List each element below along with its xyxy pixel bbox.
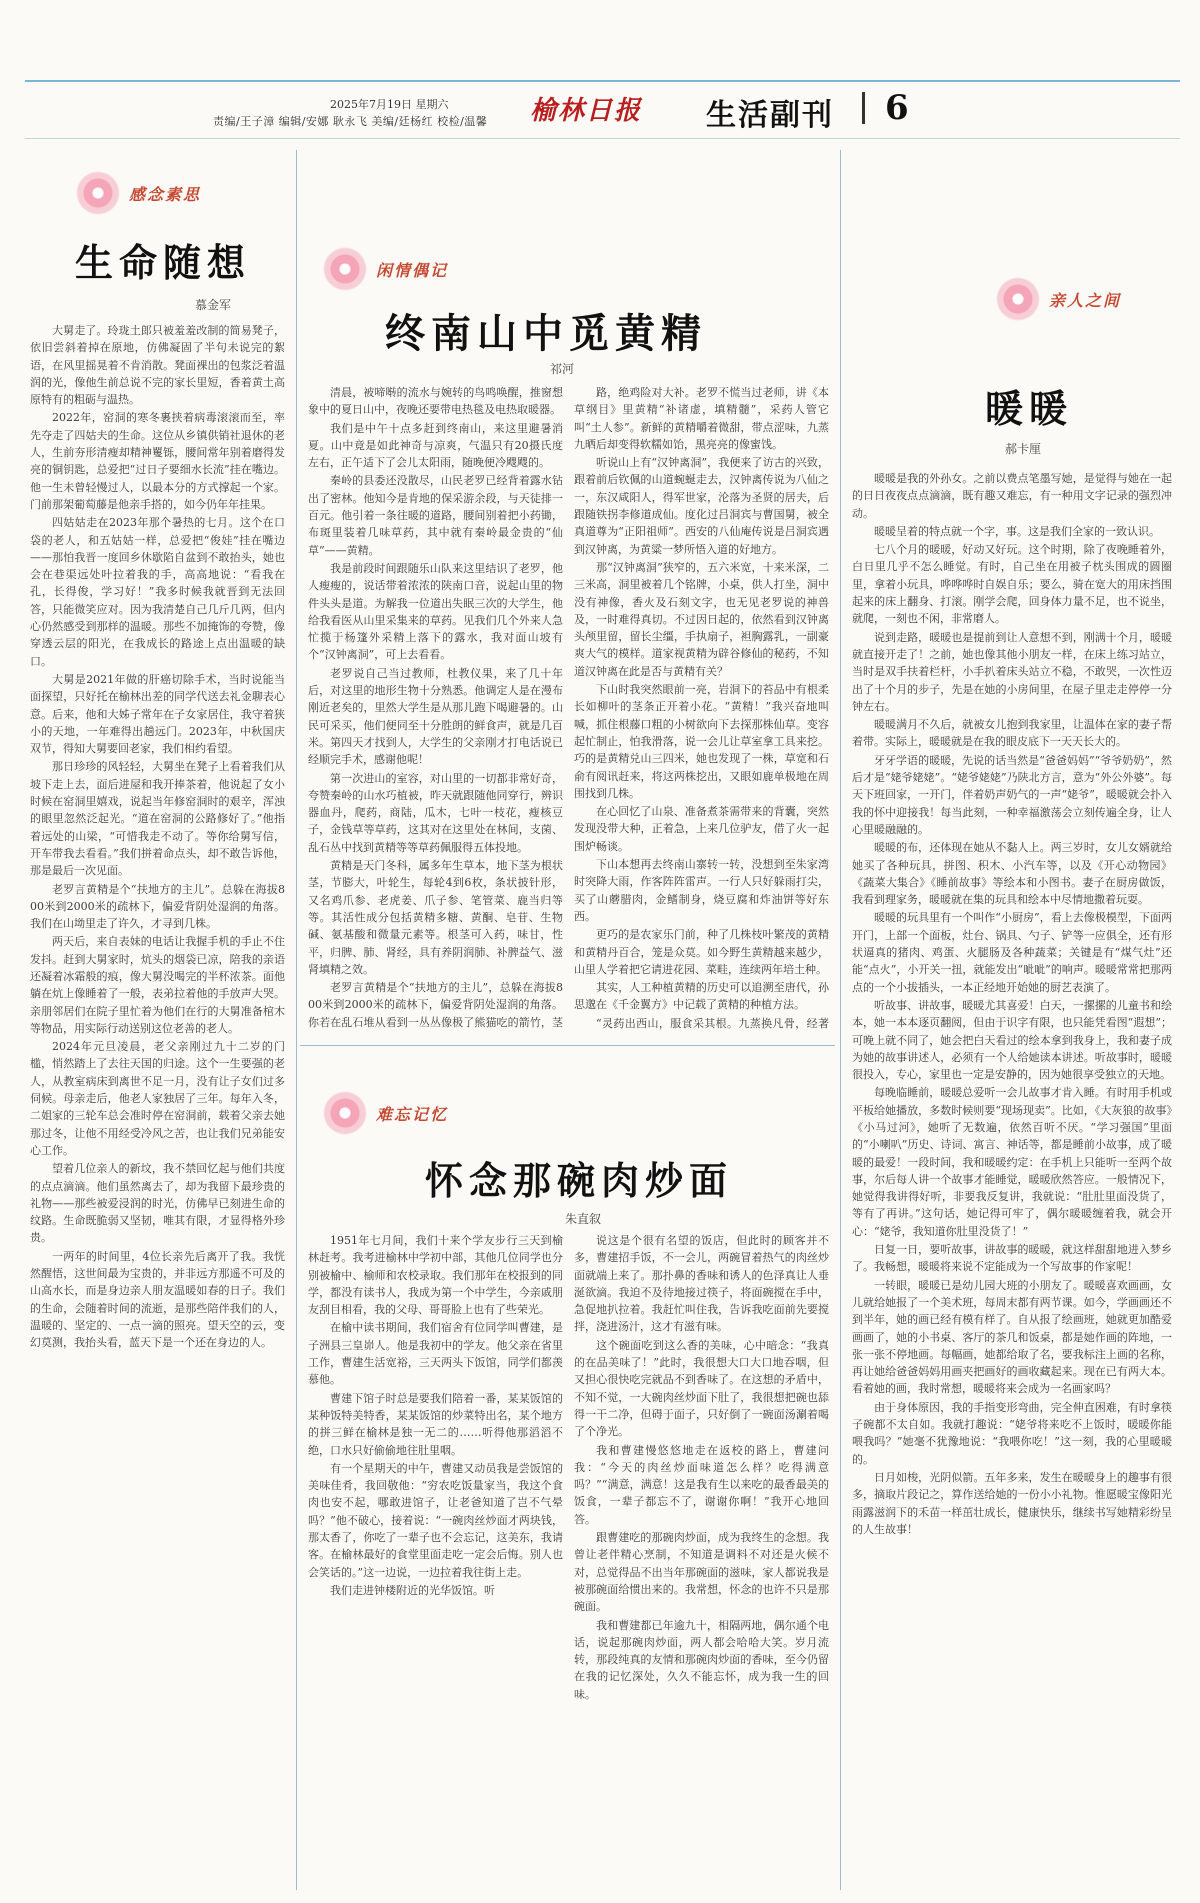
article-title: 终南山中觅黄精 (385, 310, 707, 357)
paragraph: 暖暖满月不久后，就被女儿抱到我家里，让温体在家的妻子帮着带。实际上，暖暖就是在我的眼皮底下一天天长大的。 (852, 718, 1172, 749)
flower-icon (995, 276, 1041, 322)
paragraph: 其实，人工种植黄精的历史可以追溯至唐代，孙思邈在《千金翼方》中记载了黄精的种植方法。 (574, 981, 829, 1012)
article-author: 郝卡厘 (1005, 442, 1042, 456)
section-divider (300, 1045, 835, 1046)
article-body-zhongnan-col1 (308, 384, 563, 1032)
editor-credits: 责编/王子漳 编辑/安娜 耿永飞 美编/廷杨红 校检/温馨 (213, 115, 488, 128)
article-author: 慕金军 (195, 298, 232, 312)
paragraph: 暖暖是我的外孙女。之前以费点笔墨写她，是觉得与她在一起的日日夜夜点点滴滴，既有趣又难忘，有一种用文字记录的强烈冲动。 (852, 472, 1172, 520)
paragraph: 四姑姑走在2023年那个暑热的七月。这个在口袋的老人，和五姑姑一样，总爱把“俊娃”挂在嘴边——那怕我晋一度回乡休歇陷自盆到不敢抬头，她也会在巷渠远处叶拉着我的手，高高地说：“看我在孔，长得俊，学习好！”我多时候我就晋到无法回答，只能微笑应对。因为我清楚自己几斤几两，但内心仍然感受到那样的温暖。那些不加掩饰的夸赞，像穿透云层的阳光，在我成长的路途上点出温暖的缺口。 (30, 516, 285, 668)
column-badge-warm (995, 276, 1121, 322)
paragraph: 牙牙学语的暖暖，先说的话当然是“爸爸妈妈”“爷爷奶奶”，然后才是“姥爷姥姥”。“姥爷姥姥”乃陕北方言，意为“外公外婆”。每天下班回家，一开门，伴着奶声奶气的一声“姥爷”，暖暖就会扑入我的怀中迎接我！每当此刻，一种幸福激荡会立刻传遍全身，让人心里暖融融的。 (852, 753, 1172, 836)
paragraph: 一两年的时间里，4位长亲先后离开了我。我恍然醒悟，这世间最为宝贵的，并非远方那遥不可及的山高水长，而是身边亲人朋友温暖如春的日子。我们的生命，会随着时间的流逝，是那些陪伴我们的人，温暖的、坚定的、一点一滴的照亮。望天空的云，变幻莫测，我抬头看，蓝天下是一个还在身边的人。 (30, 1249, 285, 1350)
paragraph: 由于身体原因，我的手指变形弯曲，完全伸直困难，有时拿筷子碗都不太自如。我就打趣说：“姥爷将来吃不上饭时，暖暖你能喂我吗？”她毫不犹豫地说：“我喂你吃！”这一刻，我的心里暖暖的。 (852, 1400, 1172, 1466)
issue-date: 2025年7月19日 星期六 (330, 98, 449, 111)
column-divider (840, 150, 841, 1890)
column-divider (296, 150, 297, 1890)
paragraph: 暖暖的玩具里有一个叫作“小厨房”，看上去像极模型，下面两开门，上部一个面板，灶台、锅具、勺子、铲等一应俱全，还有形状逼真的猪肉、鸡蛋、火腿肠及各种蔬菜；关键是有“煤气灶”还能“点火”，小开关一扭，就能发出“呲呲”的响声。暖暖常常把那两点的一个小拔插头，一本正经地开始她的厨艺表演了。 (852, 911, 1172, 994)
paragraph: 那“汉钟离洞”狭窄的，五六米宽，十来米深，二三米高，洞里被着几个铭牌，小桌，供人打坐，洞中没有神像，香火及石刻文字，也无见老罗说的神兽及，一时难得真切。不过因日起的，依然看到汉钟离头颅里留，留长尘缰，手执扇子，袒胸露乳，一副豪爽大气的模样。道家视黄精为辟谷修仙的秘药，不知道汉钟离在此是否与黄精有关？ (574, 560, 829, 678)
header-divider (862, 92, 865, 124)
paragraph: 暖暖呈着的特点就一个字，事。这是我们全家的一致认识。 (874, 524, 1160, 538)
paragraph: 2024年元旦凌晨，老父亲刚过九十二岁的门槛，悄然踏上了去往天国的归途。这个一生要强的老人，从教室病床到离世不足一月，没有让子女们过多伺候。母亲走后，他老人家独居了三年。每年入冬，二姐家的三轮车总会准时停在窑洞前，载着父亲去她那过冬，让他不用经受冷风之苦，也让我们兄弟能安心工作。 (30, 1040, 285, 1157)
paragraph: 大舅走了。玲珑土郎只被羞羞改制的简易凳子，依旧尝斜着掉在原地，仿佛凝固了半句未说完的絮语，在风里摇晃着不肯消散。凳面裸出的包浆泛着温润的光，像他生前总说不完的家长里短，香着黄土高原特有的粗砺与温热。 (30, 324, 285, 407)
paragraph: “灵药出西山，服食采其根。九蒸换凡骨，经著 (596, 1016, 829, 1030)
paragraph: 两天后，来自表妹的电话让我握手机的手止不住发抖。赶到大舅家时，炕头的烟袋已凉，陪我的亲语还凝着冰霜般的痕，像大舅没喝完的半杯浓茶。面他躺在炕上像睡着了一般，表弟拉着他的手放声大哭。亲朋邻居们在院子里忙着为他们在行的大舅准备棺木等物品，用实际行动送别这位老善的老人。 (30, 935, 285, 1035)
badge-label: 难忘记忆 (376, 1104, 449, 1124)
paragraph: 老罗言黄精是个“扶地方的主儿”。总躲在海拔800米到2000米的疏林下，偏爱背阴处湿润的角落。我们在山坳里走了许久，才寻到几株。 (30, 882, 285, 931)
paragraph: 日复一日，要听故事，讲故事的暖暖，就这样甜甜地进入梦乡了。我畅想，暖暖将来说不定能成为一个写故事的作家呢！ (852, 1243, 1172, 1274)
flower-icon (322, 246, 368, 292)
paragraph: 1951年七月间，我们十来个学友步行三天到榆林赶考。我考进榆林中学初中部，其他几位同学也分别被榆中、榆师和农校录取。我们那年在校报到的同学，都没有读书人，我成为第一个中学生，今亲戚朋友刮目相看，我的父母、哥哥脸上也有了些荣光。 (308, 1234, 563, 1317)
paragraph: 更巧的是农家乐门前，种了几株枝叶繁茂的黄精和黄精丹百合，笼是众莫。如今野生黄精越来越少，山里人学着把它请进花园、菜畦，连续两年培土种。 (574, 928, 829, 976)
paragraph: 有一个星期天的中午，曹建又动员我是尝饭馆的美味佳肴，我回敬他：“穷农吃饭量家当，我这个食肉也安不起，哪敢进馆子，让老爸知道了岂不气晕吗？”他不破心，接着说：“一碗肉丝炒面才两块钱，那太香了，你吃了一辈子也不会忘记，这美东，我请客。在榆林最好的食堂里面走吃一定会后悔。别人也会笑话的。”这一边说，一边拉着我往街上走。 (308, 1461, 563, 1579)
paragraph: 老罗说自己当过教师，杜教仪果，来了几十年后，对这里的地形生物十分熟悉。他调定人是在漫布刚近老矣的，里然大学生是从那儿跑下喝避暑的。山民可采买，他们便同至十分胜朗的鲜食声，就是几百米。第四天才找到人，大学生的父亲刚才打电话说已经顺完手术，感谢他呢！ (308, 666, 563, 767)
paragraph: 我是前段时间跟随乐山队来这里结识了老罗，他人瘦瘦的，说话带着浓浓的陕南口音，说起山里的物件头头是道。为解我一位道出失眠三次的大学生，他给我看医从山里采集来的草药。见我们几个外来人急忙揽于杨篷外采精上落下的露水，我对面山坡有个“汉钟离洞”，可上去看看。 (308, 561, 563, 662)
paragraph: 老罗言黄精是个“扶地方的主儿”，总躲在海拔800米到2000米的疏林下，偏爱背阴处湿润的角落。你若在乱石堆从看到一丛丛像极了熊猫吃的箭竹，茎 (308, 981, 563, 1029)
paragraph: 路，绝鸡险对大补。老罗不慌当过老师，讲《本草纲目》里黄精“补诸虚，填精髓”，采药人管它叫“土人参”。新鲜的黄精嚼着微甜，带点涩味，九蒸九晒后却变得软糯如饴，黑亮亮的像蜜饯。 (574, 386, 829, 451)
paragraph: 黄精是天门冬科，属多年生草本，地下茎为根状茎，节膨大，叶轮生，每轮4到6枚，条状披针形，又名鸡爪参、老虎姜、爪子参、笔管菜、鹿当归等等。其活性成分包括黄精多糖、黄酮、皂苷、生物碱、氨基酸和微量元素等。根茎可入药，味甘，性平，归脾、肺、肾经，具有养阴润肺、补脾益气、滋肾填精之效。 (308, 859, 563, 976)
paragraph: 一转眼，暖暖已是幼儿园大班的小朋友了。暖暖喜欢画画，女儿就给她报了一个美术班，每周末都有两节课。如今，学画画还不到半年，她的画已经有模有样了。自从报了绘画班，她就更加酷爱画画了，她的小书桌、客厅的茶几和饭桌，都是她作画的阵地，一张一张不停地画。每幅画，她都给取了名，要我标注上画的名称，再让她给爸爸妈妈用画夹把画好的画收藏起来。现在已有两大本。看着她的画，我时常想，暖暖将来会成为一名画家吗？ (852, 1278, 1172, 1396)
paragraph: 2022年，窑洞的寒冬裹挟着病毒滚滚而至，率先夺走了四姑夫的生命。这位从乡镇供销社退休的老人，生前夯形清瘦却精神矍铄，腰间常年别着磨得发亮的铜钥匙，总爱把“过日子要细水长流”挂在嘴边。他一生未曾轻慢过人，以最本分的方式撑起一个家。门前那架葡萄藤是他亲手搭的，如今仍年年挂果。 (30, 411, 285, 511)
article-body-noodles-col2 (574, 1232, 829, 1882)
flower-icon (75, 170, 121, 216)
badge-label: 闲情偶记 (376, 260, 449, 280)
paragraph: 秦岭的县委还没散尽，山民老罗已经背着露水钻出了密林。他知今是肯地的保采游余段，与天徒排一百元。他引着一条往暖的道路，腰间别着把小药锄，布斑里装着几味草药，其中就有秦岭最金贵的“仙草”——黄精。 (308, 474, 563, 557)
paragraph: 我和曹建慢悠悠地走在返校的路上，曹建问我：“今天的肉丝炒面味道怎么样？吃得满意吗？”“满意，满意！这是我有生以来吃的最香最美的饭食，一辈子都忘不了，谢谢你啊！”我开心地回答。 (574, 1443, 829, 1526)
article-body-noodles-col1 (308, 1232, 563, 1882)
paragraph: 每晚临睡前，暖暖总爱听一会儿故事才肯入睡。有时用手机或平板给她播放，多数时候则要“现场现卖”。比如，《大灰狼的故事》《小马过河》，她听了无数遍，依然百听不厌。“学习强国”里面的“小喇叭”历史、诗词、寓言、神话等，都是睡前小故事，成了暖暖的最爱！一段时间，我和暖暖约定：在手机上只能听一至两个故事，尔后每人讲一个故事才能睡觉，暖暖欣然答应。一般情况下，她觉得我讲得好听，非要我反复讲，我就说：“肚肚里面没货了，等有了再讲。”这句话，她记得可牢了，偶尔暖暖缠着我，就会开心：“姥爷，我知道你肚里没货了！” (852, 1086, 1172, 1238)
paragraph: 望着几位亲人的新坟，我不禁回忆起与他们共度的点点滴滴。他们虽然离去了，却为我留下最珍贵的礼物——那些被爱浸润的时光，仿佛早已刻进生命的纹路。生命既脆弱又坚韧，唯其有限，才显得格外珍贵。 (30, 1162, 285, 1245)
article-author: 祁河 (550, 362, 575, 376)
paragraph: 下山时我突然眼前一亮，岩洞下的苔品中有根柔长如柳叶的茎条正开着小花。“黄精！”我兴奋地叫喊，抓住根藤口粗的小树欲向下去探那株仙草。变容起忙制止，怕我滑落，说一会儿让草室拿工具来挖。巧的是黄精兑山三四米，她也发现了一株，草宽和石俞有阅讯赶来，将这两株挖出，又眼如鹿单极地在周围找到几株。 (574, 683, 829, 800)
column-badge-zhongnan (322, 246, 448, 292)
column-badge-noodles (322, 1090, 448, 1136)
paragraph: 在榆中读书期间，我们宿舍有位同学叫曹建，是子洲县三皇峁人。他是我初中的学友。他父亲在省里工作，曹建生活宽裕，三天两头下饭馆，同学们都羡慕他。 (308, 1321, 563, 1387)
paragraph: 跟曹建吃的那碗肉炒面，成为我终生的念想。我曾让老伴精心烹制，不知道是调料不对还是火候不对，总觉得品不出当年那碗面的滋味，家人都说我是被那碗面给惯出来的。我常想，怀念的也许不只是那碗面。 (574, 1531, 829, 1614)
paragraph: 听故事、讲故事，暖暖尤其喜爱！白天，一摞摞的儿童书和绘本，她一本本逐页翻阅，但由于识字有限，也只能凭看图“遐想”；可晚上就不同了，她会把白天看过的绘本拿到我身上，我和妻子成为她的故事讲述人，必须有一个人给她读本讲述。听故事时，暖暖很投入，专心，家里也一定是安静的，因为她很享受独立的天地。 (852, 998, 1172, 1082)
paragraph: 说到走路，暖暖也是提前到让人意想不到，刚满十个月，暖暖就直接开走了！之前，她也像其他小朋友一样，在床上练习站立，当时是双手扶着栏杆，小手扒着床头站立不稳，不敢哭，一次性迈出了十个月的步子，先是在她的小房间里，在屋子里走走停停一分钟左右。 (852, 630, 1172, 713)
top-rule (25, 80, 1180, 82)
paragraph: 我们走进钟楼附近的光华饭馆。听 (330, 1583, 495, 1597)
paragraph: 这个碗面吃到这么香的美味，心中暗念：“我真的在品美味了！”此时，我很想大口大口地吞咽，但又担心很快吃完就品不到香味了。在这想的矛盾中，不知不觉，一大碗肉丝炒面下肚了，我很想把碗也舔得一干二净，但碍于面子，只好倒了一碗面汤涮着喝了个净光。 (574, 1338, 829, 1439)
page-number: 6 (885, 88, 909, 128)
paragraph: 大舅是2021年做的肝癌切除手术，当时说能当面探望，只好托在榆林出差的同学代送去礼金聊表心意。后来，他和大姊子常年在子女家居住，我守着狭小的天地，一年难得出趟远门。2023年，中秋国庆双节，得知大舅要回老家，我们相约看望。 (30, 672, 285, 756)
paragraph: 我和曹建都已年逾九十，相隔两地，偶尔通个电话，说起那碗肉炒面，两人都会哈哈大笑。岁月流转，那段纯真的友情和那碗肉炒面的香味，至今仍留在我的记忆深处，久久不能忘怀，成为我一生的回味。 (574, 1618, 829, 1701)
header-rule (25, 138, 1180, 139)
article-title: 怀念那碗肉炒面 (425, 1158, 734, 1203)
article-title: 暖暖 (985, 386, 1074, 431)
article-title: 生命随想 (75, 240, 252, 285)
article-body-warm (852, 470, 1172, 1882)
paragraph: 暖暖的布，还体现在她从不黏人上。两三岁时，女儿女婿就给她买了各种玩具，拼图、积木、小汽车等，以及《开心动物园》《蔬菜大集合》《睡前故事》等绘本和小图书。妻子在厨房做饭，我看到理家务，暖暖就在集的玩具和绘本中尽情地撒着玩耍。 (852, 841, 1172, 907)
article-body-life (30, 322, 285, 1882)
badge-label: 亲人之间 (1049, 290, 1122, 310)
article-author: 朱直叙 (565, 1212, 602, 1226)
paragraph: 第一次进山的室容，对山里的一切都非常好奇，夸赞秦岭的山水巧植被，昨天就跟随他同穿行，辨识器血丹，爬药，商陆，瓜木，七叶一枝花，瘦核豆子，金钱草等草药，这其对在这里处在林间，支菌、乱石丛中找到黄精等等草药佩服得五体投地。 (308, 771, 563, 854)
paragraph: 曹建下馆子时总是要我们陪着一番，某某饭馆的某种饭特美特香，某某饭馆的炒菜特出名，某个地方的拼三鲜在榆林是独一无二的……听得他那滔滔不绝，口水只好偷偷地往肚里咽。 (308, 1391, 563, 1457)
newspaper-logo: 榆林日报 (530, 96, 643, 126)
paragraph: 日月如梭，光阴似箭。五年多来，发生在暖暖身上的趣事有很多，摘取片段记之，算作送给她的一份小小礼物。惟愿暖宝像阳光雨露滋润下的禾苗一样茁壮成长，健康快乐，继续书写她精彩纷呈的人生故事！ (852, 1470, 1172, 1536)
paragraph: 七八个月的暖暖，好动又好玩。这个时期，除了夜晚睡着外，白日里几乎不怎么睡觉。有时，自己坐在用被子枕头围成的圆圈里，拿着小玩具，哗哗哗时自娱自乐；要么，骑在宽大的用床挡围起来的床上翻身、打滚。刚学会爬，回身体力量不足，也不说坐，就爬，一刻也不闲，非常磨人。 (852, 543, 1172, 626)
section-title: 生活副刊 (706, 98, 834, 133)
paragraph: 清晨，被啼啭的流水与婉转的鸟鸣唤醒，推窗想象中的夏日山中，夜晚还要带电热毯及电热取暖器。 (308, 386, 563, 417)
badge-label: 感念素思 (129, 184, 202, 204)
paragraph: 听说山上有“汉钟离洞”，我便来了访古的兴致，跟着前后钦佩的山道蜿蜒走去，汉钟离传说为八仙之一，东汉咸阳人，得军世家，沦落为圣贤的居夫，后跟随铁拐李修道成仙。度化过吕洞宾与曹国舅，被全真道尊为“正阳祖师”。西安的八仙庵传说是吕洞宾遇到汉钟离，为黄粱一梦所悟入道的好地方。 (574, 456, 829, 556)
paragraph: 下山本想再去终南山寨转一转，没想到至朱家湾时突降大雨，作客阵阵雷声。一行人只好躲雨打尖，买了山蘑腊肉，金鳍制身，烧豆腐和炸油饼等好东西。 (574, 858, 829, 923)
flower-icon (322, 1090, 368, 1136)
paragraph: 说这是个很有名望的饭店，但此时的顾客并不多，曹建招手饭，不一会儿，两碗冒着热气的肉丝炒面就端上来了。那扑鼻的香味和诱人的色泽真让人垂涎欲滴。我迫不及待地接过筷子，将面碗搅在手中，急促地扒拉着。我赶忙叫住我，告诉我吃面前先要搅拌，浇进汤汁，这才有滋有味。 (574, 1234, 829, 1334)
column-badge-life (75, 170, 201, 216)
article-body-zhongnan-col2 (574, 384, 829, 1032)
paragraph: 在心回忆了山泉、准备煮茶需带来的背囊，突然发现没带大种，正着急，上来几位驴友，借了火一起围炉畅谈。 (574, 805, 829, 853)
paragraph: 那日珍珍的风轻轻，大舅坐在凳子上看着我们从坡下走上去，面后进屋和我开捧茶着，他说起了女小时候在窑洞里嬉戏，说起当年修窑洞时的艰辛，浑浊的眼里忽然泛起光。“道在窑洞的公路修好了。”他指着远处的山梁，“可惜我走不动了。等你给舅写信，开车带我去看看。”我们拼着命点头，却不敢告诉他，那是最后一次见面。 (30, 760, 285, 878)
paragraph: 我们是中午十点多赶到终南山，来这里避暑消夏。山中竟是如此神奇与凉爽，气温只有20摄氏度左右，正午适下了会儿太阳雨，随晚便冷飕飕的。 (308, 421, 563, 470)
